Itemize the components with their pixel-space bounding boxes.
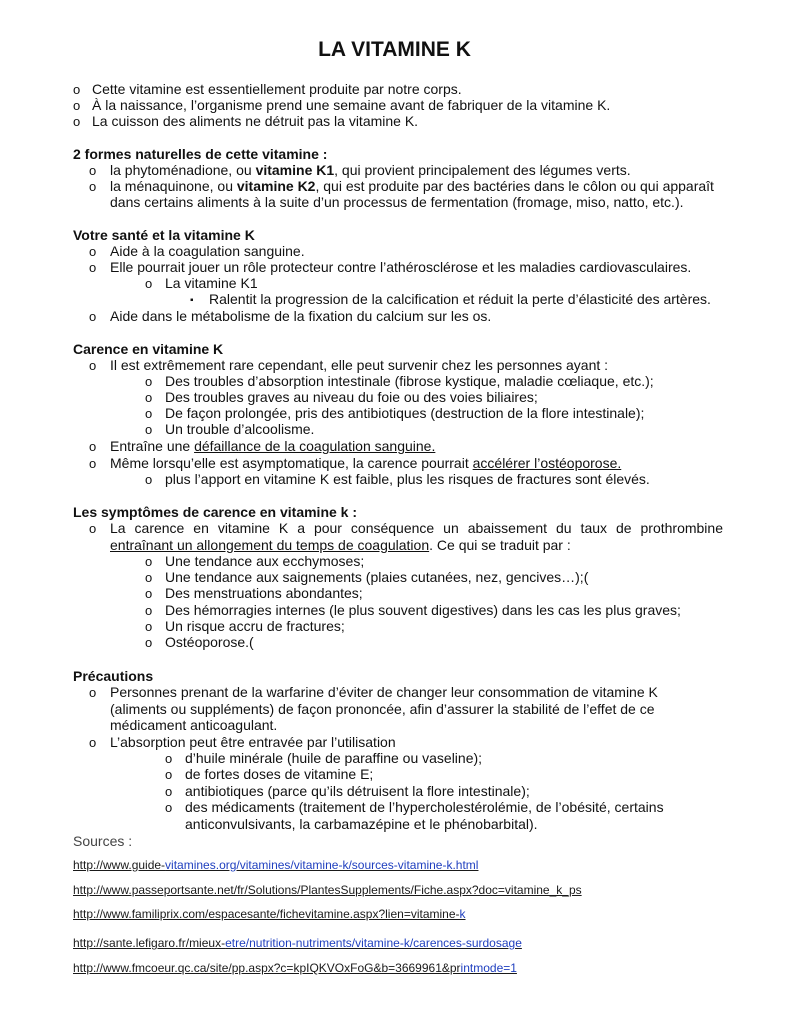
- section-heading-health: Votre santé et la vitamine K: [73, 227, 255, 243]
- symptom-item: Une tendance aux saignements (plaies cutanées, nez, gencives…);(: [165, 569, 589, 585]
- precaution-subitem-line2: anticonvulsivants, la carbamazépine et le phénobarbital).: [185, 816, 538, 832]
- deficiency-item: [110, 455, 621, 472]
- source-link-passeportsante[interactable]: [73, 882, 582, 899]
- precaution-item-line: médicament anticoagulant.: [110, 717, 278, 733]
- deficiency-item3-underlined: accélérer l’ostéoporose.: [472, 455, 622, 471]
- precaution-subitem: antibiotiques (parce qu’ils détruisent la flore intestinale);: [185, 783, 530, 799]
- bullet-icon: o: [145, 390, 153, 405]
- bullet-icon: o: [145, 586, 153, 601]
- bullet-icon: o: [89, 735, 97, 750]
- source-link-part: intmode=1: [460, 961, 517, 975]
- source-link-lefigaro[interactable]: [73, 935, 522, 952]
- deficiency-item2-underlined: défaillance de la coagulation sanguine.: [194, 438, 436, 454]
- health-subsubitem: Ralentit la progression de la calcification et réduit la perte d’élasticité des artères.: [209, 291, 711, 307]
- bullet-icon: o: [89, 179, 97, 194]
- precaution-item-line: Personnes prenant de la warfarine d’éviter de changer leur consommation de vitamine K: [110, 684, 658, 700]
- bullet-icon: o: [89, 439, 97, 454]
- section-heading-symptoms: Les symptômes de carence en vitamine k :: [73, 504, 358, 520]
- source-link-fmcoeur[interactable]: [73, 960, 517, 977]
- section-heading-forms: 2 formes naturelles de cette vitamine :: [73, 146, 328, 162]
- bullet-icon: o: [145, 570, 153, 585]
- form-k2-post: , qui est produite par des bactéries dans le côlon ou qui apparaît: [315, 178, 714, 194]
- bullet-icon: o: [145, 635, 153, 650]
- square-bullet-icon: ▪: [190, 295, 194, 306]
- form-k2-line2: dans certains aliments à la suite d’un processus de fermentation (fromage, miso, natto, etc.).: [110, 194, 684, 210]
- bullet-icon: o: [89, 163, 97, 178]
- form-k2: [110, 178, 714, 195]
- source-link-part: http://www.guide-: [73, 858, 166, 872]
- deficiency-item: [110, 438, 435, 455]
- deficiency-item: Il est extrêmement rare cependant, elle peut survenir chez les personnes ayant :: [110, 357, 609, 373]
- health-item: Aide dans le métabolisme de la fixation du calcium sur les os.: [110, 308, 492, 324]
- form-k1: [110, 162, 631, 179]
- intro-item: La cuisson des aliments ne détruit pas la vitamine K.: [92, 113, 419, 129]
- precaution-subitem: d’huile minérale (huile de paraffine ou vaseline);: [185, 750, 483, 766]
- form-k1-post: , qui provient principalement des légumes verts.: [334, 162, 631, 178]
- bullet-icon: o: [165, 767, 173, 782]
- bullet-icon: o: [89, 685, 97, 700]
- precaution-subitem: de fortes doses de vitamine E;: [185, 766, 374, 782]
- source-link-part: etre/nutrition-nutriments/vitamine-k/carences-surdosage: [225, 936, 522, 950]
- deficiency-item3-pre: Même lorsqu’elle est asymptomatique, la carence pourrait: [110, 455, 473, 471]
- bullet-icon: o: [89, 521, 97, 536]
- bullet-icon: o: [145, 554, 153, 569]
- page-title: LA VITAMINE K: [318, 38, 471, 61]
- intro-item: Cette vitamine est essentiellement produite par notre corps.: [92, 81, 462, 97]
- symptom-item: Des menstruations abondantes;: [165, 585, 363, 601]
- symptoms-line2-underlined: entraînant un allongement du temps de coagulation: [110, 537, 430, 553]
- health-item: Elle pourrait jouer un rôle protecteur contre l’athérosclérose et les maladies cardiovasculaires.: [110, 259, 692, 275]
- bullet-icon: o: [145, 422, 153, 437]
- symptoms-intro-line1: La carence en vitamine K a pour conséquence un abaissement du taux de prothrombine: [110, 520, 723, 536]
- bullet-icon: o: [89, 456, 97, 471]
- symptom-item: Une tendance aux ecchymoses;: [165, 553, 365, 569]
- source-link-part: http://www.familiprix.com/espacesante/fichevitamine.aspx?lien=vitamine-: [73, 907, 460, 921]
- bullet-icon: o: [145, 619, 153, 634]
- symptoms-line2-post: . Ce qui se traduit par :: [429, 537, 571, 553]
- form-k2-bold: vitamine K2: [236, 178, 316, 194]
- bullet-icon: o: [73, 98, 81, 113]
- deficiency-subitem: De façon prolongée, pris des antibiotiques (destruction de la flore intestinale);: [165, 405, 645, 421]
- deficiency-item2-pre: Entraîne une: [110, 438, 195, 454]
- bullet-icon: o: [89, 260, 97, 275]
- health-item: Aide à la coagulation sanguine.: [110, 243, 305, 259]
- bullet-icon: o: [145, 406, 153, 421]
- intro-item: À la naissance, l’organisme prend une semaine avant de fabriquer de la vitamine K.: [92, 97, 611, 113]
- form-k1-pre: la phytoménadione, ou: [110, 162, 256, 178]
- section-heading-deficiency: Carence en vitamine K: [73, 341, 224, 357]
- deficiency-subitem: Un trouble d’alcoolisme.: [165, 421, 315, 437]
- deficiency-subitem: Des troubles d’absorption intestinale (fibrose kystique, maladie cœliaque, etc.);: [165, 373, 654, 389]
- symptoms-intro-line2: [110, 537, 571, 554]
- source-link-familiprix[interactable]: [73, 906, 466, 923]
- bullet-icon: o: [145, 603, 153, 618]
- source-link-part: http://www.passeportsante.net/fr/Solutions/PlantesSupplements/Fiche.aspx?doc=vitamine_k_ps: [73, 883, 582, 897]
- bullet-icon: o: [145, 276, 153, 291]
- section-heading-precautions: Précautions: [73, 668, 154, 684]
- bullet-icon: o: [89, 309, 97, 324]
- bullet-icon: o: [89, 358, 97, 373]
- precaution-item: L’absorption peut être entravée par l’utilisation: [110, 734, 396, 750]
- symptom-item: Un risque accru de fractures;: [165, 618, 345, 634]
- sources-label: Sources :: [73, 833, 133, 849]
- health-subitem: La vitamine K1: [165, 275, 258, 291]
- source-link-part: http://sante.lefigaro.fr/mieux-: [73, 936, 226, 950]
- bullet-icon: o: [73, 114, 81, 129]
- bullet-icon: o: [165, 784, 173, 799]
- deficiency-subitem: Des troubles graves au niveau du foie ou des voies biliaires;: [165, 389, 538, 405]
- deficiency-subitem: plus l’apport en vitamine K est faible, plus les risques de fractures sont élevés.: [165, 471, 650, 487]
- symptom-item: Des hémorragies internes (le plus souvent digestives) dans les cas les plus graves;: [165, 602, 681, 618]
- source-link-part: http://www.fmcoeur.qc.ca/site/pp.aspx?c=kpIQKVOxFoG&b=3669961&pr: [73, 961, 461, 975]
- bullet-icon: o: [89, 244, 97, 259]
- precaution-item-line: (aliments ou suppléments) de façon prononcée, afin d’assurer la stabilité de l’effet de ce: [110, 701, 655, 717]
- bullet-icon: o: [145, 374, 153, 389]
- source-link-guide-vitamines[interactable]: [73, 857, 478, 874]
- bullet-icon: o: [165, 800, 173, 815]
- source-link-part: k: [459, 907, 466, 921]
- source-link-part: vitamines.org/vitamines/vitamine-k/sources-vitamine-k.html: [165, 858, 479, 872]
- form-k2-pre: la ménaquinone, ou: [110, 178, 237, 194]
- form-k1-bold: vitamine K1: [255, 162, 335, 178]
- symptom-item: Ostéoporose.(: [165, 634, 254, 650]
- bullet-icon: o: [165, 751, 173, 766]
- precaution-subitem: des médicaments (traitement de l’hypercholestérolémie, de l’obésité, certains: [185, 799, 664, 815]
- bullet-icon: o: [145, 472, 153, 487]
- bullet-icon: o: [73, 82, 81, 97]
